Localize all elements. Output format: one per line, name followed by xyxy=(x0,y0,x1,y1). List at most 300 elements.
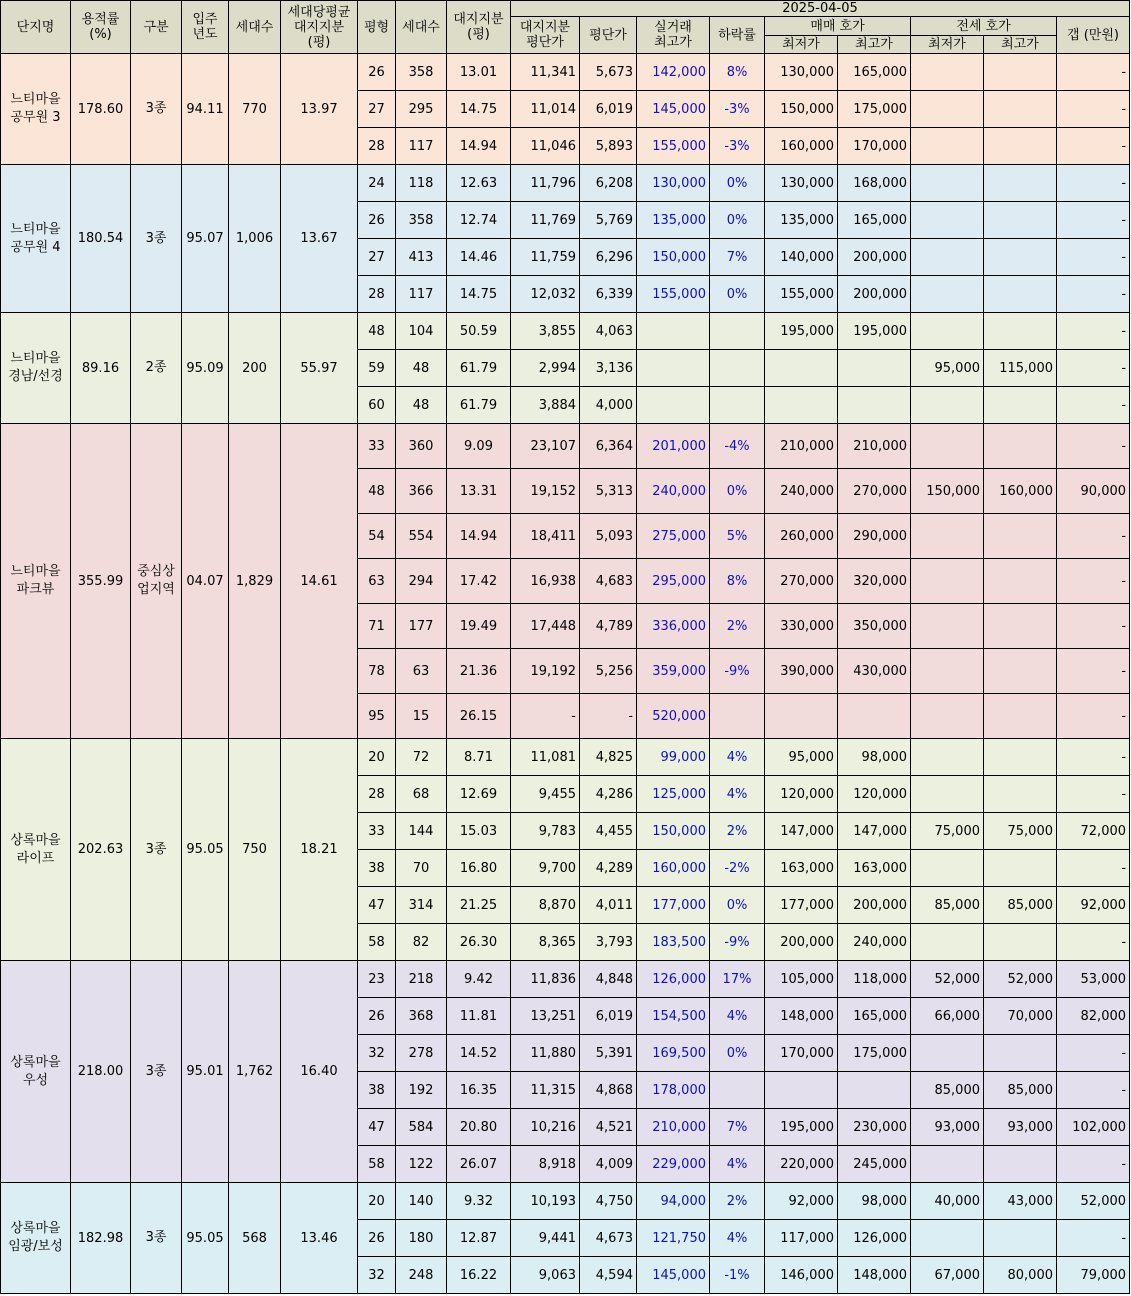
land-cell: 14.75 xyxy=(447,91,511,128)
col-zone: 구분 xyxy=(131,1,182,54)
jeonse-high-cell xyxy=(984,165,1057,202)
complex-far: 202.63 xyxy=(71,739,131,961)
col-sale-group: 매매 호가 xyxy=(765,17,911,36)
land-price-cell: 23,107 xyxy=(511,424,580,469)
size-cell: 48 xyxy=(358,469,396,514)
jeonse-low-cell: 95,000 xyxy=(911,350,984,387)
jeonse-high-cell xyxy=(984,1035,1057,1072)
sale-low-cell: 220,000 xyxy=(765,1146,838,1183)
sale-low-cell xyxy=(765,694,838,739)
jeonse-low-cell xyxy=(911,776,984,813)
unit-households-cell: 413 xyxy=(396,239,447,276)
gap-cell: 52,000 xyxy=(1057,1183,1130,1220)
land-cell: 61.79 xyxy=(447,387,511,424)
drop-rate-cell xyxy=(710,387,765,424)
sale-high-cell: 118,000 xyxy=(838,961,911,998)
size-cell: 58 xyxy=(358,924,396,961)
pyeong-price-cell: 4,683 xyxy=(580,559,637,604)
gap-cell: - xyxy=(1057,128,1130,165)
drop-rate-cell: 7% xyxy=(710,1109,765,1146)
jeonse-high-cell: 80,000 xyxy=(984,1257,1057,1294)
complex-zone: 중심상 업지역 xyxy=(131,424,182,739)
complex-far: 178.60 xyxy=(71,54,131,165)
jeonse-low-cell: 67,000 xyxy=(911,1257,984,1294)
drop-rate-cell: -9% xyxy=(710,924,765,961)
real-high-cell: 154,500 xyxy=(637,998,710,1035)
complex-zone: 3종 xyxy=(131,961,182,1183)
real-high-cell: 121,750 xyxy=(637,1220,710,1257)
size-cell: 58 xyxy=(358,1146,396,1183)
gap-cell: - xyxy=(1057,387,1130,424)
land-price-cell: 11,315 xyxy=(511,1072,580,1109)
sale-low-cell xyxy=(765,387,838,424)
land-price-cell: 3,855 xyxy=(511,313,580,350)
gap-cell: - xyxy=(1057,559,1130,604)
sale-low-cell: 135,000 xyxy=(765,202,838,239)
drop-rate-cell: 0% xyxy=(710,202,765,239)
col-real-high: 실거래 최고가 xyxy=(637,17,710,54)
land-cell: 61.79 xyxy=(447,350,511,387)
real-high-cell: 155,000 xyxy=(637,128,710,165)
complex-households: 770 xyxy=(229,54,281,165)
jeonse-high-cell xyxy=(984,739,1057,776)
land-cell: 12.63 xyxy=(447,165,511,202)
complex-avg-land: 13.46 xyxy=(281,1183,358,1294)
drop-rate-cell xyxy=(710,1072,765,1109)
land-price-cell: 11,759 xyxy=(511,239,580,276)
sale-low-cell: 270,000 xyxy=(765,559,838,604)
pyeong-price-cell: 4,521 xyxy=(580,1109,637,1146)
jeonse-high-cell xyxy=(984,91,1057,128)
unit-households-cell: 68 xyxy=(396,776,447,813)
complex-name: 느티마을 파크뷰 xyxy=(1,424,71,739)
complex-far: 89.16 xyxy=(71,313,131,424)
land-price-cell: 9,441 xyxy=(511,1220,580,1257)
real-high-cell: 150,000 xyxy=(637,239,710,276)
jeonse-low-cell xyxy=(911,739,984,776)
pyeong-price-cell: 6,339 xyxy=(580,276,637,313)
land-price-cell: 12,032 xyxy=(511,276,580,313)
sale-high-cell: 200,000 xyxy=(838,276,911,313)
size-cell: 33 xyxy=(358,813,396,850)
drop-rate-cell: -3% xyxy=(710,128,765,165)
unit-households-cell: 122 xyxy=(396,1146,447,1183)
gap-cell: - xyxy=(1057,604,1130,649)
jeonse-high-cell xyxy=(984,202,1057,239)
pyeong-price-cell: 4,009 xyxy=(580,1146,637,1183)
real-high-cell: 210,000 xyxy=(637,1109,710,1146)
unit-households-cell: 358 xyxy=(396,202,447,239)
col-drop-rate: 하락률 xyxy=(710,17,765,54)
complex-households: 1,006 xyxy=(229,165,281,313)
drop-rate-cell: 8% xyxy=(710,54,765,91)
size-cell: 27 xyxy=(358,91,396,128)
col-land: 대지지분 (평) xyxy=(447,1,511,54)
pyeong-price-cell: 6,364 xyxy=(580,424,637,469)
complex-year: 95.05 xyxy=(182,1183,229,1294)
sale-high-cell: 430,000 xyxy=(838,649,911,694)
sale-high-cell: 210,000 xyxy=(838,424,911,469)
sale-high-cell: 350,000 xyxy=(838,604,911,649)
land-cell: 12.74 xyxy=(447,202,511,239)
col-sale-low: 최저가 xyxy=(765,36,838,54)
unit-households-cell: 140 xyxy=(396,1183,447,1220)
size-cell: 78 xyxy=(358,649,396,694)
land-cell: 14.75 xyxy=(447,276,511,313)
drop-rate-cell: 0% xyxy=(710,887,765,924)
size-cell: 26 xyxy=(358,202,396,239)
drop-rate-cell: 0% xyxy=(710,165,765,202)
pyeong-price-cell: 6,019 xyxy=(580,91,637,128)
complex-avg-land: 18.21 xyxy=(281,739,358,961)
gap-cell: - xyxy=(1057,739,1130,776)
jeonse-high-cell: 115,000 xyxy=(984,350,1057,387)
complex-zone: 3종 xyxy=(131,165,182,313)
complex-name: 느티마을 공무원 4 xyxy=(1,165,71,313)
gap-cell: 72,000 xyxy=(1057,813,1130,850)
land-price-cell: 9,063 xyxy=(511,1257,580,1294)
jeonse-low-cell: 85,000 xyxy=(911,1072,984,1109)
land-cell: 14.94 xyxy=(447,514,511,559)
real-high-cell: 336,000 xyxy=(637,604,710,649)
land-price-cell: 10,193 xyxy=(511,1183,580,1220)
complex-zone: 3종 xyxy=(131,54,182,165)
gap-cell: 92,000 xyxy=(1057,887,1130,924)
drop-rate-cell: 17% xyxy=(710,961,765,998)
real-high-cell xyxy=(637,313,710,350)
sale-low-cell xyxy=(765,1072,838,1109)
complex-year: 95.09 xyxy=(182,313,229,424)
unit-households-cell: 278 xyxy=(396,1035,447,1072)
unit-households-cell: 48 xyxy=(396,350,447,387)
drop-rate-cell: 0% xyxy=(710,469,765,514)
jeonse-high-cell: 160,000 xyxy=(984,469,1057,514)
unit-households-cell: 63 xyxy=(396,649,447,694)
jeonse-low-cell xyxy=(911,559,984,604)
sale-high-cell: 126,000 xyxy=(838,1220,911,1257)
header-date: 2025-04-05 xyxy=(511,1,1130,17)
land-cell: 19.49 xyxy=(447,604,511,649)
jeonse-high-cell xyxy=(984,276,1057,313)
drop-rate-cell: -2% xyxy=(710,850,765,887)
gap-cell: - xyxy=(1057,1220,1130,1257)
drop-rate-cell: 4% xyxy=(710,1146,765,1183)
real-high-cell: 155,000 xyxy=(637,276,710,313)
jeonse-high-cell: 43,000 xyxy=(984,1183,1057,1220)
complex-far: 180.54 xyxy=(71,165,131,313)
drop-rate-cell: 4% xyxy=(710,1220,765,1257)
drop-rate-cell: 0% xyxy=(710,276,765,313)
unit-households-cell: 314 xyxy=(396,887,447,924)
jeonse-low-cell xyxy=(911,313,984,350)
jeonse-low-cell xyxy=(911,387,984,424)
jeonse-high-cell xyxy=(984,604,1057,649)
jeonse-low-cell: 40,000 xyxy=(911,1183,984,1220)
col-land-price: 대지지분 평단가 xyxy=(511,17,580,54)
gap-cell: - xyxy=(1057,924,1130,961)
gap-cell: - xyxy=(1057,91,1130,128)
gap-cell: 90,000 xyxy=(1057,469,1130,514)
table-row xyxy=(1,313,1130,350)
pyeong-price-cell: 4,011 xyxy=(580,887,637,924)
jeonse-low-cell xyxy=(911,165,984,202)
drop-rate-cell: 8% xyxy=(710,559,765,604)
complex-year: 95.07 xyxy=(182,165,229,313)
sale-high-cell xyxy=(838,350,911,387)
jeonse-low-cell: 150,000 xyxy=(911,469,984,514)
land-price-cell: 16,938 xyxy=(511,559,580,604)
jeonse-low-cell xyxy=(911,91,984,128)
unit-households-cell: 180 xyxy=(396,1220,447,1257)
sale-high-cell: 165,000 xyxy=(838,998,911,1035)
sale-low-cell: 160,000 xyxy=(765,128,838,165)
gap-cell: - xyxy=(1057,202,1130,239)
drop-rate-cell: -3% xyxy=(710,91,765,128)
real-high-cell: 130,000 xyxy=(637,165,710,202)
jeonse-high-cell xyxy=(984,128,1057,165)
jeonse-high-cell xyxy=(984,514,1057,559)
sale-low-cell: 163,000 xyxy=(765,850,838,887)
drop-rate-cell: 4% xyxy=(710,998,765,1035)
drop-rate-cell: 0% xyxy=(710,1035,765,1072)
sale-high-cell: 200,000 xyxy=(838,239,911,276)
real-high-cell: 275,000 xyxy=(637,514,710,559)
pyeong-price-cell: 4,868 xyxy=(580,1072,637,1109)
size-cell: 47 xyxy=(358,887,396,924)
size-cell: 26 xyxy=(358,54,396,91)
complex-far: 355.99 xyxy=(71,424,131,739)
land-price-cell: 8,870 xyxy=(511,887,580,924)
unit-households-cell: 117 xyxy=(396,276,447,313)
complex-households: 200 xyxy=(229,313,281,424)
complex-avg-land: 14.61 xyxy=(281,424,358,739)
pyeong-price-cell: 4,289 xyxy=(580,850,637,887)
col-jeonse-high: 최고가 xyxy=(984,36,1057,54)
col-gap: 갭 (만원) xyxy=(1057,17,1130,54)
size-cell: 28 xyxy=(358,276,396,313)
jeonse-high-cell xyxy=(984,424,1057,469)
unit-households-cell: 358 xyxy=(396,54,447,91)
real-high-cell: 125,000 xyxy=(637,776,710,813)
unit-households-cell: 82 xyxy=(396,924,447,961)
gap-cell: - xyxy=(1057,350,1130,387)
size-cell: 32 xyxy=(358,1035,396,1072)
pyeong-price-cell: 6,019 xyxy=(580,998,637,1035)
real-high-cell: 183,500 xyxy=(637,924,710,961)
size-cell: 48 xyxy=(358,313,396,350)
sale-high-cell: 175,000 xyxy=(838,1035,911,1072)
land-price-cell: 9,700 xyxy=(511,850,580,887)
jeonse-low-cell xyxy=(911,649,984,694)
jeonse-low-cell xyxy=(911,694,984,739)
real-high-cell: 520,000 xyxy=(637,694,710,739)
gap-cell: - xyxy=(1057,276,1130,313)
sale-high-cell: 195,000 xyxy=(838,313,911,350)
size-cell: 54 xyxy=(358,514,396,559)
complex-households: 1,762 xyxy=(229,961,281,1183)
real-high-cell xyxy=(637,387,710,424)
jeonse-high-cell xyxy=(984,313,1057,350)
gap-cell: 79,000 xyxy=(1057,1257,1130,1294)
real-high-cell: 169,500 xyxy=(637,1035,710,1072)
land-cell: 21.36 xyxy=(447,649,511,694)
complex-year: 94.11 xyxy=(182,54,229,165)
land-cell: 12.69 xyxy=(447,776,511,813)
pyeong-price-cell: 6,208 xyxy=(580,165,637,202)
land-price-cell: 8,365 xyxy=(511,924,580,961)
pyeong-price-cell: 4,750 xyxy=(580,1183,637,1220)
size-cell: 38 xyxy=(358,1072,396,1109)
sale-low-cell: 260,000 xyxy=(765,514,838,559)
real-high-cell: 240,000 xyxy=(637,469,710,514)
gap-cell: - xyxy=(1057,1035,1130,1072)
complex-year: 95.01 xyxy=(182,961,229,1183)
sale-high-cell: 168,000 xyxy=(838,165,911,202)
gap-cell: - xyxy=(1057,649,1130,694)
jeonse-low-cell: 52,000 xyxy=(911,961,984,998)
pyeong-price-cell: 4,825 xyxy=(580,739,637,776)
land-cell: 26.15 xyxy=(447,694,511,739)
table-header xyxy=(1,1,1130,54)
drop-rate-cell: 4% xyxy=(710,776,765,813)
drop-rate-cell: 2% xyxy=(710,813,765,850)
gap-cell: - xyxy=(1057,514,1130,559)
sale-high-cell: 320,000 xyxy=(838,559,911,604)
land-cell: 14.94 xyxy=(447,128,511,165)
jeonse-high-cell xyxy=(984,559,1057,604)
jeonse-low-cell: 66,000 xyxy=(911,998,984,1035)
sale-high-cell: 290,000 xyxy=(838,514,911,559)
jeonse-low-cell: 93,000 xyxy=(911,1109,984,1146)
jeonse-low-cell: 85,000 xyxy=(911,887,984,924)
col-unit-households: 세대수 xyxy=(396,1,447,54)
sale-low-cell: 130,000 xyxy=(765,165,838,202)
drop-rate-cell xyxy=(710,694,765,739)
land-price-cell: 11,769 xyxy=(511,202,580,239)
land-cell: 16.35 xyxy=(447,1072,511,1109)
jeonse-low-cell xyxy=(911,54,984,91)
land-price-cell: 19,152 xyxy=(511,469,580,514)
complex-zone: 3종 xyxy=(131,1183,182,1294)
sale-high-cell xyxy=(838,387,911,424)
unit-households-cell: 144 xyxy=(396,813,447,850)
land-cell: 13.01 xyxy=(447,54,511,91)
complex-avg-land: 13.97 xyxy=(281,54,358,165)
size-cell: 33 xyxy=(358,424,396,469)
real-high-cell: 135,000 xyxy=(637,202,710,239)
land-price-cell: 11,836 xyxy=(511,961,580,998)
sale-high-cell xyxy=(838,694,911,739)
size-cell: 23 xyxy=(358,961,396,998)
real-high-cell: 145,000 xyxy=(637,1257,710,1294)
unit-households-cell: 218 xyxy=(396,961,447,998)
jeonse-high-cell xyxy=(984,649,1057,694)
drop-rate-cell: 2% xyxy=(710,1183,765,1220)
sale-low-cell: 130,000 xyxy=(765,54,838,91)
land-price-cell: 11,046 xyxy=(511,128,580,165)
size-cell: 20 xyxy=(358,1183,396,1220)
land-price-cell: 18,411 xyxy=(511,514,580,559)
sale-low-cell: 155,000 xyxy=(765,276,838,313)
complex-name: 느티마을 공무원 3 xyxy=(1,54,71,165)
sale-low-cell: 240,000 xyxy=(765,469,838,514)
col-year: 입주 년도 xyxy=(182,1,229,54)
table-row xyxy=(1,165,1130,202)
real-high-cell: 295,000 xyxy=(637,559,710,604)
land-price-cell: 9,783 xyxy=(511,813,580,850)
sale-low-cell: 150,000 xyxy=(765,91,838,128)
sale-low-cell: 148,000 xyxy=(765,998,838,1035)
col-jeonse-low: 최저가 xyxy=(911,36,984,54)
jeonse-low-cell xyxy=(911,604,984,649)
complex-name: 상록마을 임광/보성 xyxy=(1,1183,71,1294)
unit-households-cell: 72 xyxy=(396,739,447,776)
unit-households-cell: 192 xyxy=(396,1072,447,1109)
pyeong-price-cell: 4,063 xyxy=(580,313,637,350)
jeonse-low-cell xyxy=(911,202,984,239)
size-cell: 28 xyxy=(358,776,396,813)
complex-name: 상록마을 우성 xyxy=(1,961,71,1183)
jeonse-high-cell xyxy=(984,1220,1057,1257)
drop-rate-cell: 4% xyxy=(710,739,765,776)
drop-rate-cell: -9% xyxy=(710,649,765,694)
unit-households-cell: 294 xyxy=(396,559,447,604)
sale-high-cell: 98,000 xyxy=(838,739,911,776)
complex-zone: 2종 xyxy=(131,313,182,424)
unit-households-cell: 177 xyxy=(396,604,447,649)
jeonse-high-cell: 93,000 xyxy=(984,1109,1057,1146)
land-price-cell: 17,448 xyxy=(511,604,580,649)
complex-avg-land: 16.40 xyxy=(281,961,358,1183)
sale-high-cell: 163,000 xyxy=(838,850,911,887)
size-cell: 47 xyxy=(358,1109,396,1146)
jeonse-low-cell xyxy=(911,1146,984,1183)
pyeong-price-cell: - xyxy=(580,694,637,739)
complex-households: 1,829 xyxy=(229,424,281,739)
pyeong-price-cell: 4,789 xyxy=(580,604,637,649)
table-row xyxy=(1,424,1130,469)
land-cell: 15.03 xyxy=(447,813,511,850)
gap-cell: - xyxy=(1057,313,1130,350)
real-high-cell: 145,000 xyxy=(637,91,710,128)
complex-name: 느티마을 경남/선경 xyxy=(1,313,71,424)
land-price-cell: 3,884 xyxy=(511,387,580,424)
real-high-cell: 94,000 xyxy=(637,1183,710,1220)
sale-low-cell xyxy=(765,350,838,387)
sale-high-cell: 245,000 xyxy=(838,1146,911,1183)
unit-households-cell: 295 xyxy=(396,91,447,128)
land-price-cell: 11,341 xyxy=(511,54,580,91)
jeonse-high-cell: 75,000 xyxy=(984,813,1057,850)
real-high-cell: 99,000 xyxy=(637,739,710,776)
pyeong-price-cell: 4,000 xyxy=(580,387,637,424)
unit-households-cell: 366 xyxy=(396,469,447,514)
complex-avg-land: 55.97 xyxy=(281,313,358,424)
real-high-cell: 142,000 xyxy=(637,54,710,91)
real-high-cell: 178,000 xyxy=(637,1072,710,1109)
real-high-cell: 359,000 xyxy=(637,649,710,694)
land-price-cell: 2,994 xyxy=(511,350,580,387)
land-cell: 8.71 xyxy=(447,739,511,776)
land-cell: 14.52 xyxy=(447,1035,511,1072)
size-cell: 63 xyxy=(358,559,396,604)
pyeong-price-cell: 4,455 xyxy=(580,813,637,850)
jeonse-high-cell xyxy=(984,924,1057,961)
pyeong-price-cell: 5,093 xyxy=(580,514,637,559)
sale-high-cell: 165,000 xyxy=(838,54,911,91)
gap-cell: - xyxy=(1057,850,1130,887)
size-cell: 26 xyxy=(358,998,396,1035)
